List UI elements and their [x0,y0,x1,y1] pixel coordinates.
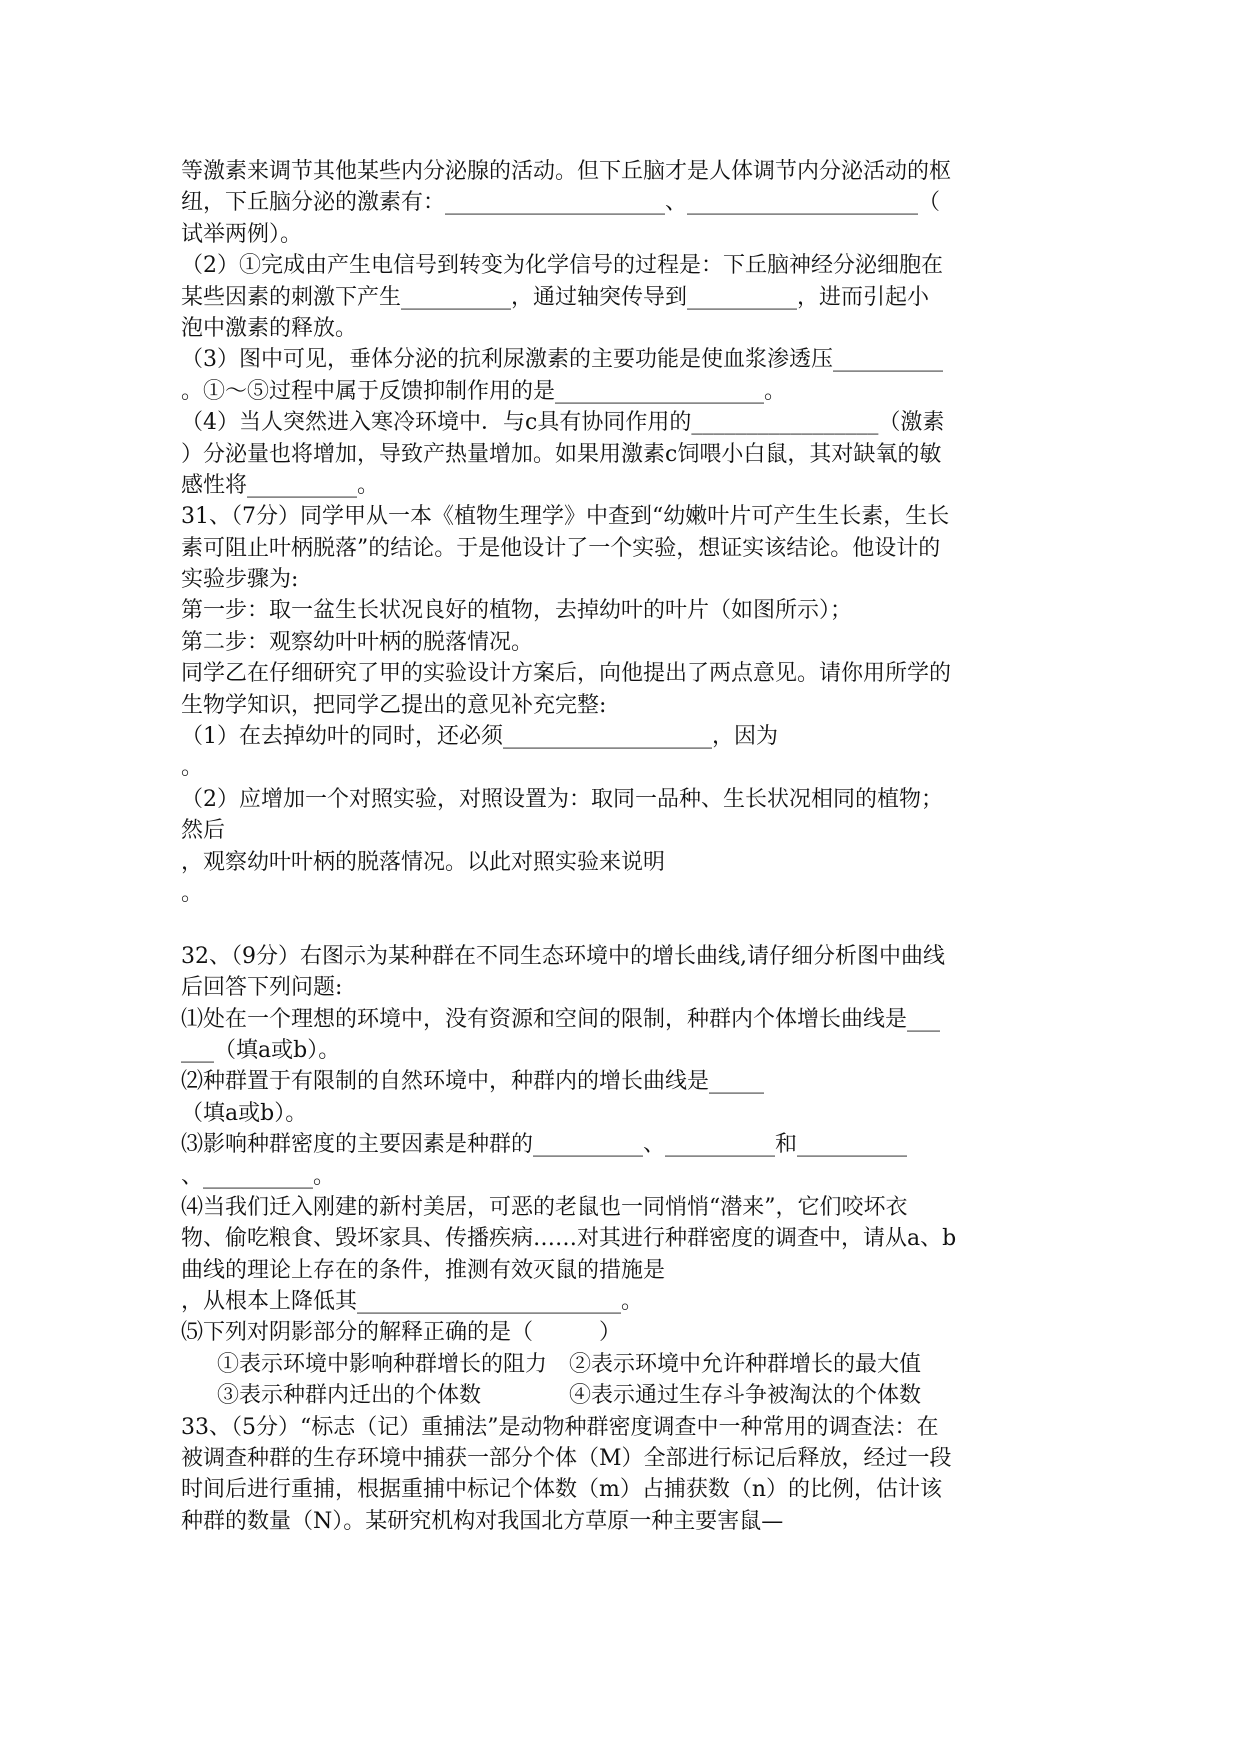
text-line: ⑵种群置于有限制的自然环境中，种群内的增长曲线是_____ [181,1069,765,1095]
text-line: 物、偷吃粮食、毁坏家具、传播疾病……对其进行种群密度的调查中，请从a、b [181,1226,957,1252]
question-31 [181,501,1081,909]
text-line: 试举两例）。 [181,221,303,247]
text-line: ，观察幼叶叶柄的脱落情况。以此对照实验来说明 [181,849,666,875]
text-line: ）分泌量也将增加，导致产热量增加。如果用激素c饲喂小白鼠，其对缺氧的敏 [181,441,942,467]
text-line: 然后 [181,818,226,844]
question-30-continuation [181,156,1081,501]
text-line: ，从根本上降低其________________________。 [181,1289,644,1315]
blank-line [181,909,1081,940]
answer-option-line: ①表示环境中影响种群增长的阻力 ②表示环境中允许种群增长的最大值 [217,1351,922,1377]
text-line: 被调查种群的生存环境中捕获一部分个体（M）全部进行标记后释放，经过一段 [181,1446,952,1472]
text-line: ___（填a或b）。 [181,1037,341,1063]
text-line: 实验步骤为: [181,567,299,593]
text-line: 种群的数量（N）。某研究机构对我国北方草原一种主要害鼠— [181,1508,784,1534]
text-line: 。①～⑤过程中属于反馈抑制作用的是___________________。 [181,378,787,404]
text-line: （4）当人突然进入寒冷环境中．与c具有协同作用的_________________（激素 [181,410,945,436]
text-line: 时间后进行重捕，根据重捕中标记个体数（m）占捕获数（n）的比例，估计该 [181,1477,943,1503]
text-line: 泡中激素的释放。 [181,315,358,341]
text-line: （3）图中可见，垂体分泌的抗利尿激素的主要功能是使血浆渗透压__________ [181,347,943,373]
text-line: ⑸下列对阴影部分的解释正确的是（ ） [181,1320,622,1346]
text-line: （填a或b）。 [181,1100,308,1126]
text-line: 、__________。 [181,1163,336,1189]
text-line: （1）在去掉幼叶的同时，还必须___________________，因为 [181,724,778,750]
text-line: （2）应增加一个对照实验，对照设置为：取同一品种、生长状况相同的植物； [181,786,943,812]
text-line: 等激素来调节其他某些内分泌腺的活动。但下丘脑才是人体调节内分泌活动的枢 [181,159,952,184]
question-32 [181,941,1081,1412]
question-heading: 33、（5分）“标志（记）重捕法”是动物种群密度调查中一种常用的调查法：在 [181,1414,939,1440]
text-line: 曲线的理论上存在的条件，推测有效灭鼠的措施是 [181,1257,666,1283]
text-line: （2）①完成由产生电信号到转变为化学信号的过程是：下丘脑神经分泌细胞在 [181,253,943,279]
text-line: 某些因素的刺激下产生__________，通过轴突传导到__________，进而引起小 [181,284,930,310]
text-line: 同学乙在仔细研究了甲的实验设计方案后，向他提出了两点意见。请你用所学的 [181,661,952,687]
text-line: 第一步：取一盆生长状况良好的植物，去掉幼叶的叶片（如图所示）； [181,598,853,624]
text-line: 感性将__________。 [181,472,380,498]
text-line: 生物学知识，把同学乙提出的意见补充完整: [181,692,607,718]
text-line: 第二步：观察幼叶叶柄的脱落情况。 [181,629,534,655]
text-line: ⑷当我们迁入刚建的新村美居，可恶的老鼠也一同悄悄“潜来”，它们咬坏衣 [181,1194,908,1220]
question-33 [181,1412,1081,1538]
text-line: ⑴处在一个理想的环境中，没有资源和空间的限制，种群内个体增长曲线是___ [181,1006,941,1032]
text-line: 。 [181,755,204,781]
text-line: 素可阻止叶柄脱落”的结论。于是他设计了一个实验，想证实该结论。他设计的 [181,535,941,561]
text-line: 纽，下丘脑分泌的激素有：____________________、_____________________（ [181,190,941,216]
text-line: ⑶影响种群密度的主要因素是种群的__________、__________和__________ [181,1132,908,1158]
text-line: 后回答下列问题: [181,975,343,1001]
question-heading: 31、（7分）同学甲从一本《植物生理学》中查到“幼嫩叶片可产生生长素，生长 [181,504,950,530]
text-line: 。 [181,880,204,906]
answer-option-line: ③表示种群内迁出的个体数 ④表示通过生存斗争被淘汰的个体数 [217,1383,922,1409]
question-heading: 32、（9分）右图示为某种群在不同生态环境中的增长曲线,请仔细分析图中曲线 [181,943,945,969]
